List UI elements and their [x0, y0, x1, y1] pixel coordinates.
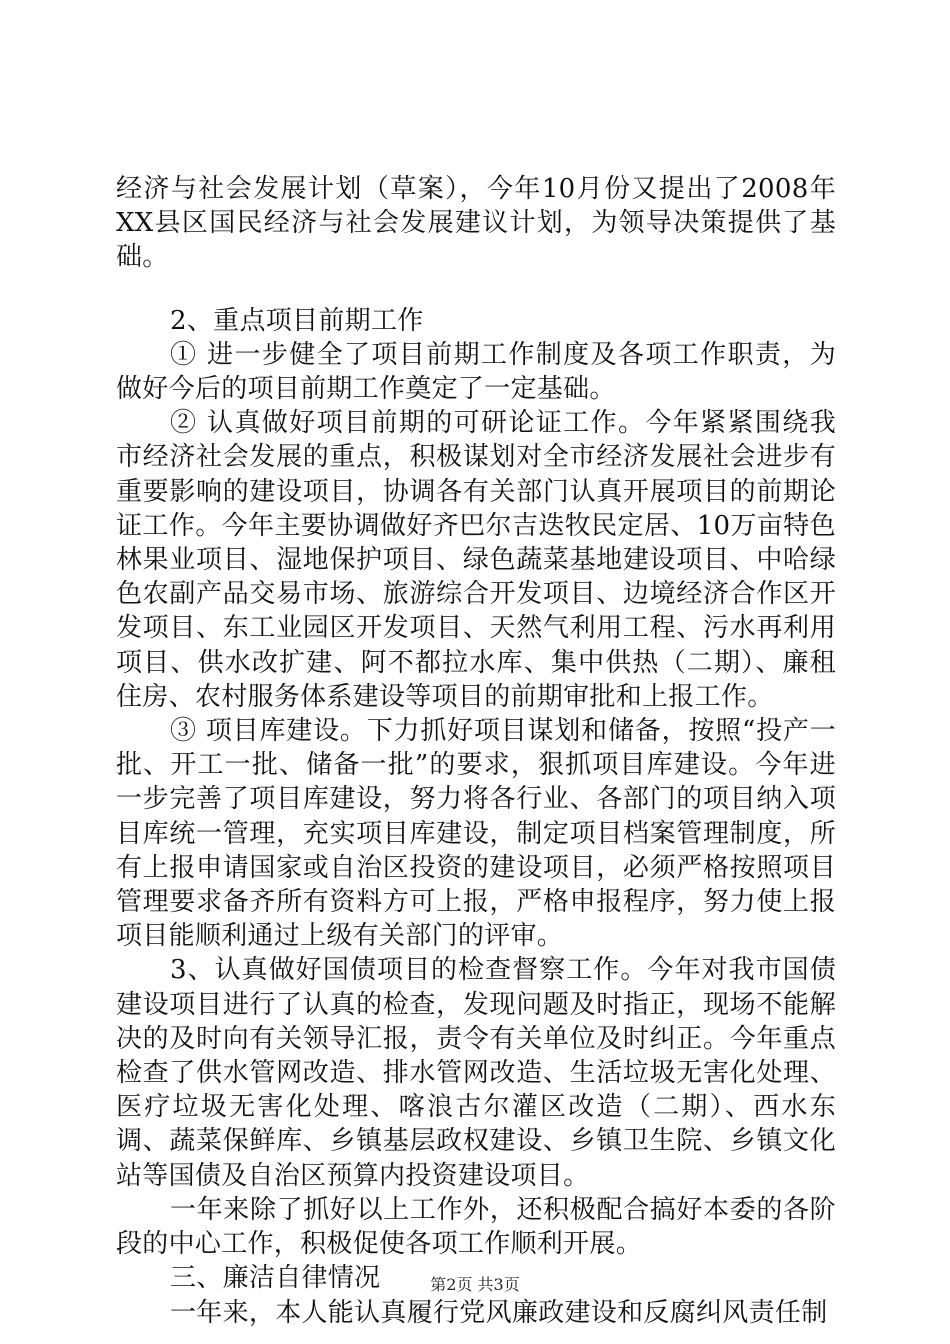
- paragraph-bond-inspection: 3、认真做好国债项目的检查督察工作。今年对我市国债建设项目进行了认真的检查，发现问题及时指正，现场不能解决的及时向有关领导汇报，责令有关单位及时纠正。今年重点检查了供水管网改造、排水管网改造、生活垃圾无害化处理、医疗垃圾无害化处理、喀浪古尔灌区改造（二期）、西水东调、蔬菜保鲜库、乡镇基层政权建设、乡镇卫生院、乡镇文化站等国债及自治区预算内投资建设项目。: [116, 955, 836, 1191]
- paragraph-item-3: ③ 项目库建设。下力抓好项目谋划和储备，按照“投产一批、开工一批、储备一批”的要求，狠抓项目库建设。今年进一步完善了项目库建设，努力将各行业、各部门的项目纳入项目库统一管理，充实项目库建设，制定项目档案管理制度，所有上报申请国家或自治区投资的建设项目，必须严格按照项目管理要求备齐所有资料方可上报，严格申报程序，努力使上报项目能顺利通过上级有关部门的评审。: [116, 716, 836, 952]
- section-heading-integrity: 三、廉洁自律情况: [170, 1263, 381, 1294]
- page-footer: 第2页 共3页: [430, 1275, 520, 1294]
- paragraph-item-2: ② 认真做好项目前期的可研论证工作。今年紧紧围绕我市经济社会发展的重点，积极谋划对全市经济发展社会进步有重要影响的建设项目，协调各有关部门认真开展项目的前期论证工作。今年主要协调做好齐巴尔吉迭牧民定居、10万亩特色林果业项目、湿地保护项目、绿色蔬菜基地建设项目、中哈绿色农副产品交易市场、旅游综合开发项目、边境经济合作区开发项目、东工业园区开发项目、天然气利用工程、污水再利用项目、供水改扩建、阿不都拉水库、集中供热（二期）、廉租住房、农村服务体系建设等项目的前期审批和上报工作。: [116, 408, 836, 712]
- paragraph-continuation: 经济与社会发展计划（草案），今年10月份又提出了2008年XX县区国民经济与社会发展建议计划，为领导决策提供了基础。: [116, 174, 836, 273]
- paragraph-integrity-start: 一年来，本人能认真履行党风廉政建设和反腐纠风责任制: [170, 1297, 828, 1328]
- paragraph-other-work: 一年来除了抓好以上工作外，还积极配合搞好本委的各阶段的中心工作，积极促使各项工作顺利开展。: [116, 1194, 836, 1260]
- paragraph-item-1: ① 进一步健全了项目前期工作制度及各项工作职责，为做好今后的项目前期工作奠定了一定基础。: [116, 339, 836, 405]
- document-body: [116, 172, 836, 1330]
- paragraph-gap: [116, 275, 836, 304]
- section-heading-key-projects: 2、重点项目前期工作: [170, 305, 424, 336]
